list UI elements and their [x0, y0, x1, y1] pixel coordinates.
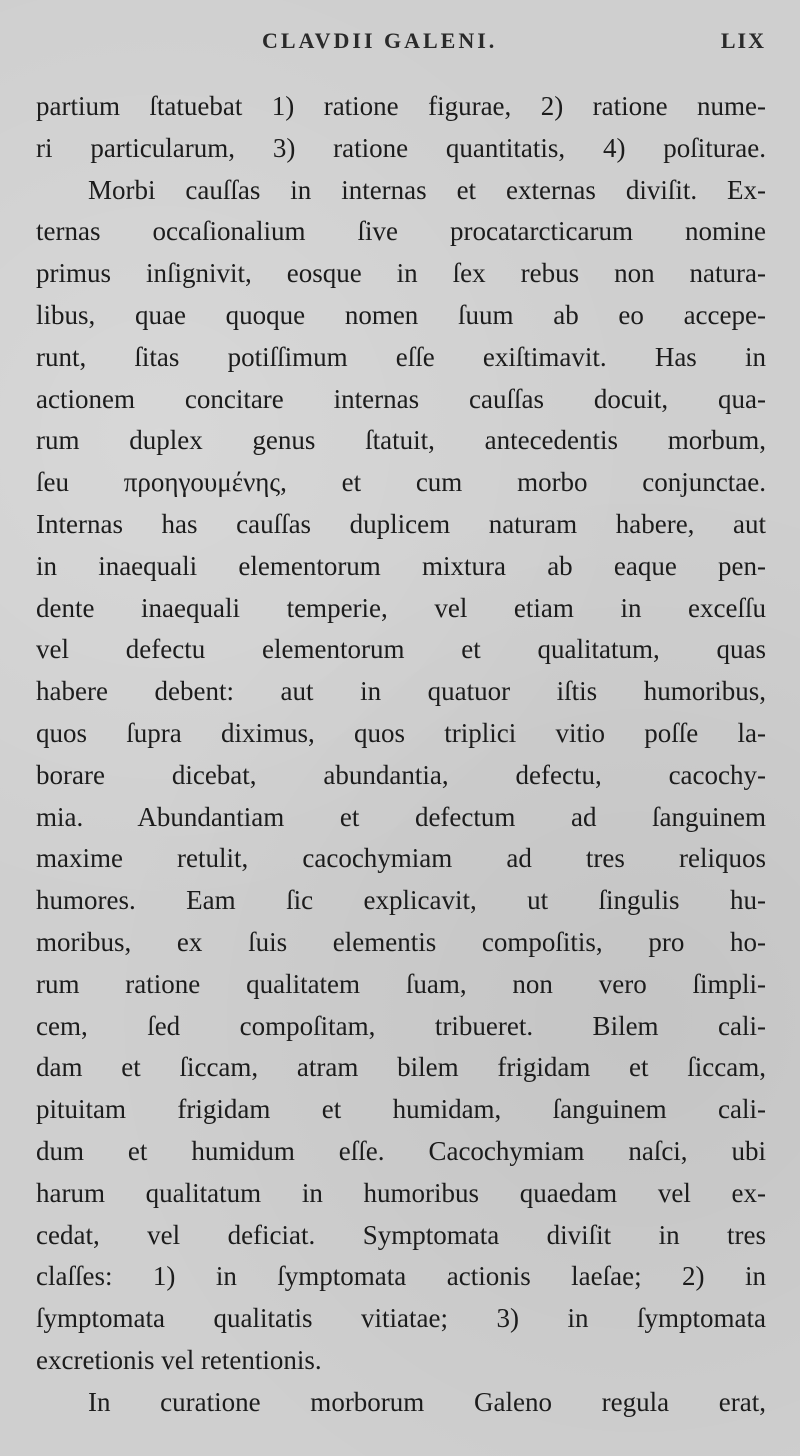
text-line: dum et humidum eſſe. Cacochymiam naſci, ubi — [36, 1135, 766, 1166]
text-line: ſymptomata qualitatis vitiatae; 3) in ſymptomata — [36, 1303, 766, 1334]
text-line: actionem concitare internas cauſſas docuit, qua- — [36, 383, 766, 414]
text-line: cem, ſed compoſitam, tribueret. Bilem cali- — [36, 1010, 766, 1041]
text-line: Morbi cauſſas in internas et externas diviſit. Ex- — [88, 174, 766, 205]
text-line: pituitam frigidam et humidam, ſanguinem cali- — [36, 1094, 766, 1125]
text-line: maxime retulit, cacochymiam ad tres reliquos — [36, 843, 766, 874]
body-text — [36, 86, 766, 1424]
text-line: rum duplex genus ſtatuit, antecedentis morbum, — [36, 425, 766, 456]
text-line: mia. Abundantiam et defectum ad ſanguinem — [36, 801, 766, 832]
text-line: excretionis vel retentionis. — [36, 1344, 322, 1375]
text-line: dente inaequali temperie, vel etiam in exceſſu — [36, 592, 766, 623]
text-line: harum qualitatum in humoribus quaedam vel ex- — [36, 1177, 766, 1208]
text-line: ſeu προηγουμένης, et cum morbo conjunctae. — [36, 467, 766, 498]
text-line: In curatione morborum Galeno regula erat, — [88, 1386, 766, 1417]
text-line: in inaequali elementorum mixtura ab eaque pen- — [36, 550, 766, 581]
text-line: claſſes: 1) in ſymptomata actionis laeſae; 2) in — [36, 1261, 766, 1292]
text-line: vel defectu elementorum et qualitatum, quas — [36, 634, 766, 665]
text-line: runt, ſitas potiſſimum eſſe exiſtimavit. Has in — [36, 341, 766, 372]
text-line: borare dicebat, abundantia, defectu, cacochy- — [36, 759, 766, 790]
text-line: partium ſtatuebat 1) ratione figurae, 2) ratione nume- — [36, 91, 766, 121]
text-line: primus inſignivit, eosque in ſex rebus non natura- — [36, 258, 766, 289]
page-number: LIX — [720, 28, 766, 53]
running-head — [0, 28, 800, 60]
text-line: ri particularum, 3) ratione quantitatis, 4) poſiturae. — [36, 132, 766, 163]
text-line: humores. Eam ſic explicavit, ut ſingulis hu- — [36, 885, 766, 916]
text-line: cedat, vel deficiat. Symptomata diviſit in tres — [36, 1219, 766, 1250]
running-title: CLAVDII GALENI. — [262, 28, 498, 53]
text-line: rum ratione qualitatem ſuam, non vero ſimpli- — [36, 968, 766, 999]
text-line: ternas occaſionalium ſive procatarcticarum nomine — [36, 216, 766, 247]
text-line: habere debent: aut in quatuor iſtis humoribus, — [36, 676, 766, 707]
text-line: moribus, ex ſuis elementis compoſitis, pro ho- — [36, 926, 766, 957]
text-line: quos ſupra diximus, quos triplici vitio poſſe la- — [36, 717, 766, 748]
text-line: Internas has cauſſas duplicem naturam habere, aut — [36, 508, 766, 539]
text-line: dam et ſiccam, atram bilem frigidam et ſiccam, — [36, 1052, 766, 1083]
text-line: libus, quae quoque nomen ſuum ab eo accepe- — [36, 299, 766, 330]
